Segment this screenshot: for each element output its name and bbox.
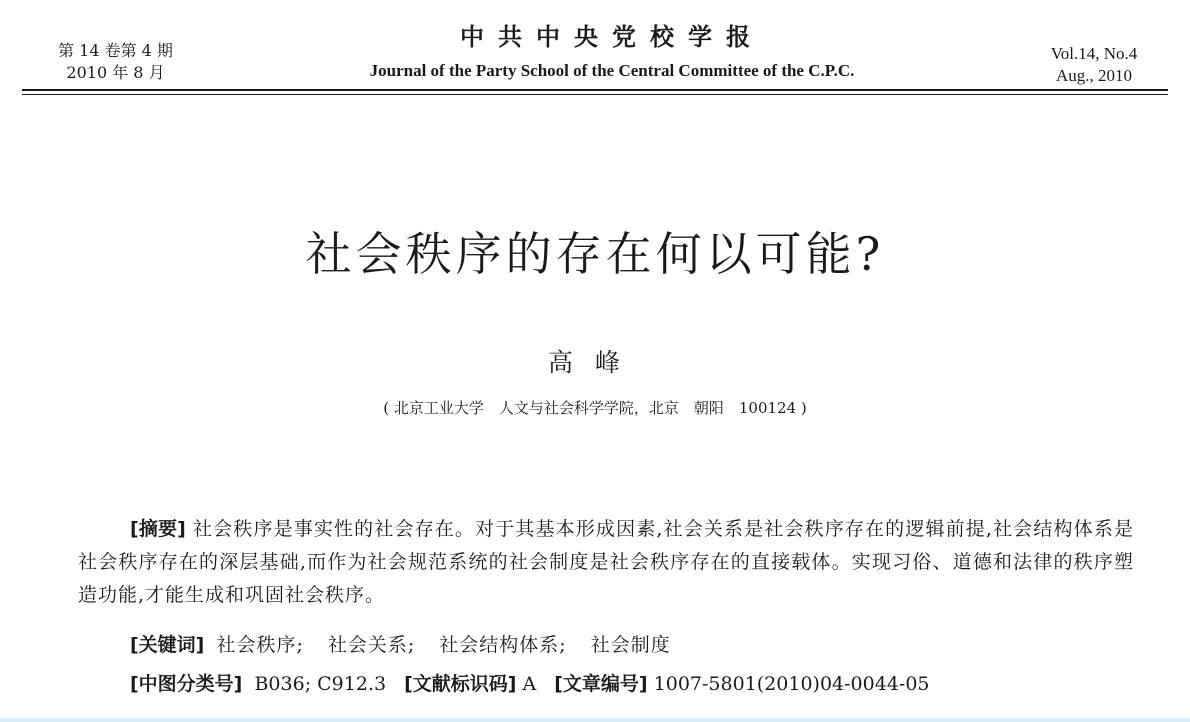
volume-issue-cn: 第 14 卷第 4 期 [58,41,173,60]
article-id-value: 1007-5801(2010)04-0044-05 [653,673,930,695]
publication-date-cn: 2010 年 8 月 [66,63,165,82]
publication-date-en: Aug., 2010 [1055,66,1133,85]
abstract-text: 社会秩序是事实性的社会存在。对于其基本形成因素,社会关系是社会秩序存在的逻辑前提,社会结构体系是社会秩序存在的深层基础,而作为社会规范系统的社会制度是社会秩序存在的直接载体。实现习俗、道德和法律的秩序塑造功能,才能生成和巩固社会秩序。 [78,518,1134,606]
journal-name-en: Journal of the Party School of the Central Committee of the C.P.C. [369,61,855,80]
article-author: 高峰 [547,348,642,377]
keyword-item: 社会结构体系; [439,634,567,656]
journal-masthead [262,20,962,82]
journal-issue-cn [28,40,203,84]
volume-issue-en: Vol.14, No.4 [1050,44,1138,63]
abstract-paragraph [78,513,1134,612]
keyword-item: 社会关系; [327,634,416,656]
clc-value: B036; C912.3 [254,673,387,695]
abstract-label: [摘要] [130,518,186,540]
article-id-label: [文章编号] [554,673,648,695]
journal-issue-en [1024,43,1164,87]
keywords-label: [关键词] [130,634,205,656]
header-rule-thick [22,89,1168,91]
keyword-item: 社会秩序; [216,634,304,656]
author-affiliation: ( 北京工业大学 人文与社会科学学院，北京 朝阳 100124 ) [383,399,807,417]
doc-code-label: [文献标识码] [404,673,517,695]
classification-line [130,669,930,699]
doc-code-value: A [522,673,537,695]
header-rule-thin [22,94,1168,95]
clc-label: [中图分类号] [130,673,243,695]
keyword-item: 社会制度 [590,634,671,656]
article-title: 社会秩序的存在何以可能? [305,227,885,281]
journal-name-cn: 中共中央党校学报 [460,23,764,51]
keywords-line [130,630,695,660]
page-bottom-edge [0,718,1190,722]
